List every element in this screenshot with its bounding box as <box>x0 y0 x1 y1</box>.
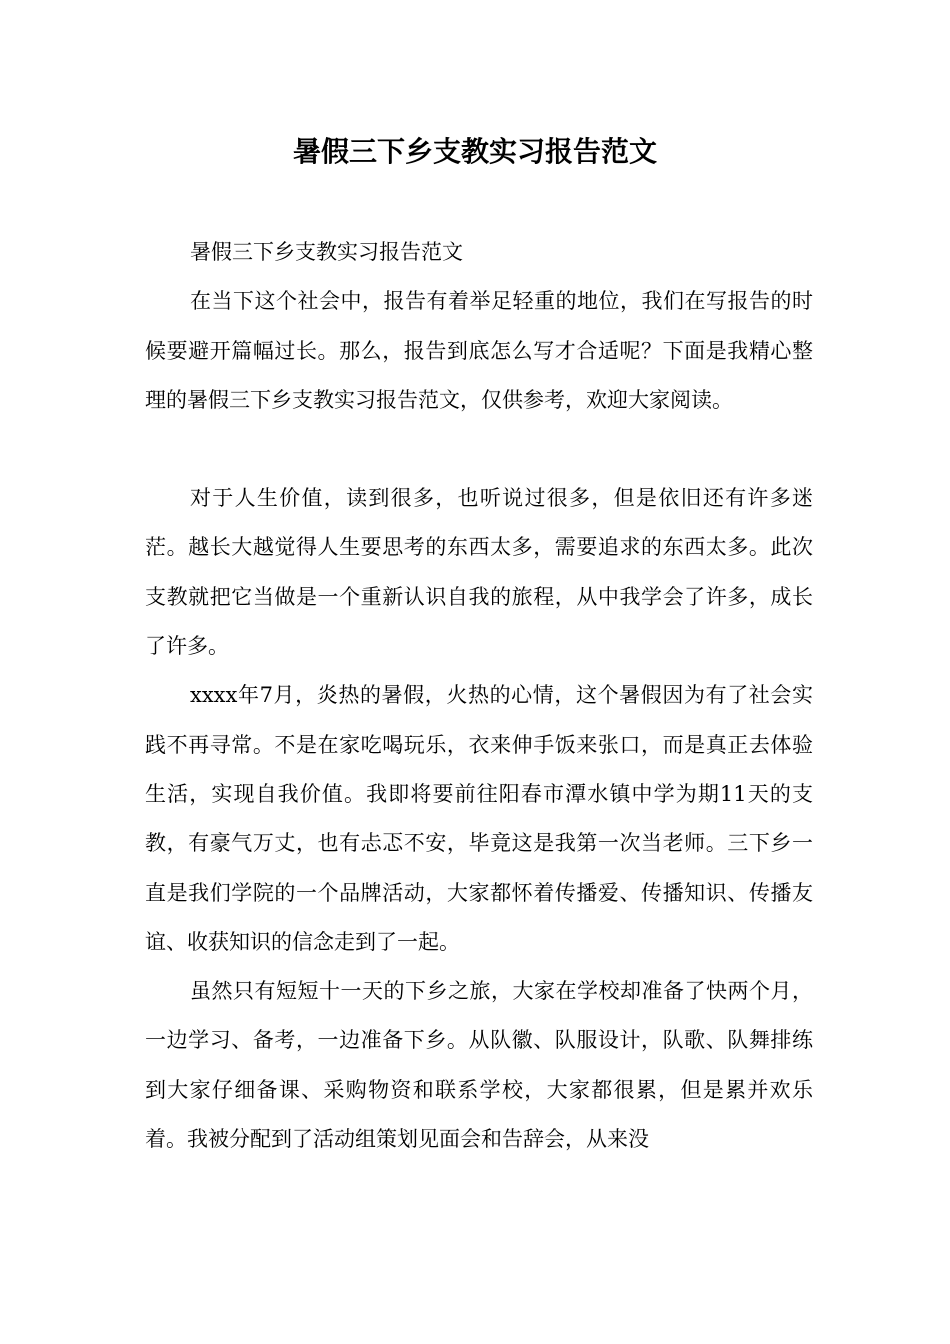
document-subtitle: 暑假三下乡支教实习报告范文 <box>190 240 463 264</box>
document-title: 暑假三下乡支教实习报告范文 <box>292 135 657 168</box>
paragraph-summer-practice: xxxx年7月，炎热的暑假，火热的心情，这个暑假因为有了社会实践不再寻常。不是在家吃喝玩乐，衣来伸手饭来张口，而是真正去体验生活，实现自我价值。我即将要前往阳春市潭水镇中学为期11天的支教，有豪气万丈，也有忐忑不安，毕竟这是我第一次当老师。三下乡一直是我们学院的一个品牌活动，大家都怀着传播爱、传播知识、传播友谊、收获知识的信念走到了一起。 <box>145 683 813 954</box>
document-body <box>145 228 813 1164</box>
paragraph-spacer <box>145 425 813 474</box>
paragraph-preparation: 虽然只有短短十一天的下乡之旅，大家在学校却准备了快两个月，一边学习、备考，一边准备下乡。从队徽、队服设计，队歌、队舞排练到大家仔细备课、采购物资和联系学校，大家都很累，但是累并欢乐着。我被分配到了活动组策划见面会和告辞会，从来没 <box>145 979 813 1152</box>
paragraph-intro: 在当下这个社会中，报告有着举足轻重的地位，我们在写报告的时候要避开篇幅过长。那么，报告到底怎么写才合适呢？下面是我精心整理的暑假三下乡支教实习报告范文，仅供参考，欢迎大家阅读。 <box>145 289 813 412</box>
paragraph-life-value: 对于人生价值，读到很多，也听说过很多，但是依旧还有许多迷茫。越长大越觉得人生要思考的东西太多，需要追求的东西太多。此次支教就把它当做是一个重新认识自我的旅程，从中我学会了许多，成长了许多。 <box>145 486 813 659</box>
